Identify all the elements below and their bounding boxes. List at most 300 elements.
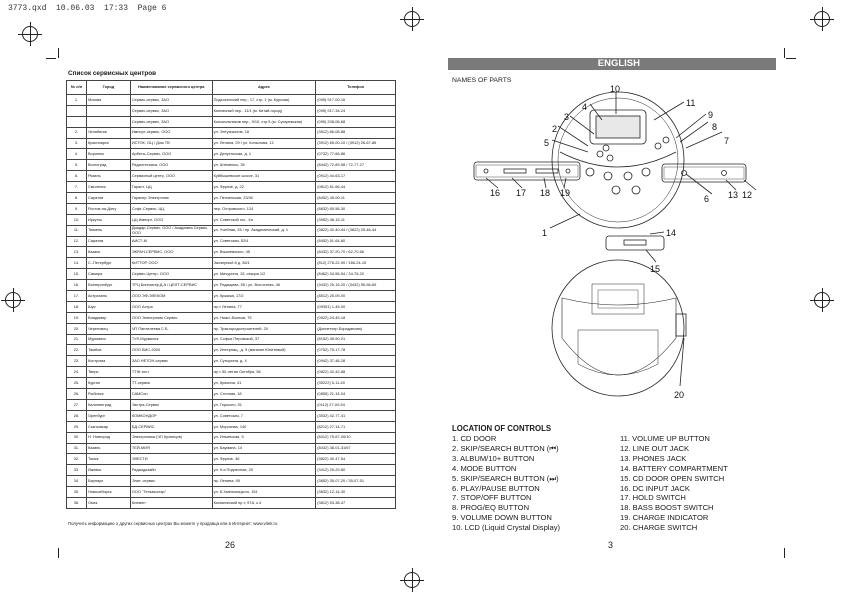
table-cell: ул. Ильинская, 5 bbox=[212, 432, 316, 443]
part-label-19: 19 bbox=[560, 188, 571, 198]
table-cell: (3822) 40-47-54 bbox=[316, 454, 396, 465]
table-cell: 13. bbox=[67, 247, 87, 258]
table-cell: Гаранер Электроник bbox=[130, 193, 212, 204]
table-cell: 32. bbox=[67, 454, 87, 465]
table-cell: ул. Кржижа, 17/2 bbox=[212, 291, 316, 302]
crop-mark bbox=[58, 48, 59, 58]
service-centers-table bbox=[66, 80, 396, 509]
table-cell: Сервис-сервис, ЗАО bbox=[130, 105, 212, 116]
player-bottom-view bbox=[552, 260, 684, 396]
table-cell: 18. bbox=[67, 301, 87, 312]
part-label-14: 14 bbox=[666, 228, 677, 238]
table-row bbox=[67, 236, 396, 247]
table-cell bbox=[86, 105, 130, 116]
table-row bbox=[67, 182, 396, 193]
table-cell: Воронеж bbox=[86, 149, 130, 160]
page-number-right: 3 bbox=[608, 540, 614, 550]
table-cell: Ижевск bbox=[86, 465, 130, 476]
table-row bbox=[67, 410, 396, 421]
table-cell: (8632) 65-56-30 bbox=[316, 203, 396, 214]
table-cell: Софт-Сервис, ЦЦ bbox=[130, 203, 212, 214]
side-panel-left bbox=[474, 162, 580, 180]
table-row bbox=[67, 171, 396, 182]
table-cell: (8462) 34-56-54 / 34-76-20 bbox=[316, 269, 396, 280]
table-cell: Экстра-Сервис bbox=[130, 399, 212, 410]
table-cell bbox=[67, 116, 87, 127]
table-cell: Екатеринбург bbox=[86, 280, 130, 291]
table-cell: 2. bbox=[67, 127, 87, 138]
table-cell: ул. Советская, 7 bbox=[212, 410, 316, 421]
table-cell: Мурманск bbox=[86, 334, 130, 345]
table-cell: 29. bbox=[67, 421, 87, 432]
table-cell: 25. bbox=[67, 378, 87, 389]
table-cell: 5. bbox=[67, 160, 87, 171]
table-row bbox=[67, 443, 396, 454]
crop-mark bbox=[786, 58, 796, 59]
names-of-parts-title: NAMES OF PARTS bbox=[452, 77, 512, 84]
table-row bbox=[67, 367, 396, 378]
table-cell: 33. bbox=[67, 465, 87, 476]
table-cell: 14. bbox=[67, 258, 87, 269]
table-cell: Челябинск bbox=[86, 127, 130, 138]
table-row bbox=[67, 160, 396, 171]
table-cell: САМСон bbox=[130, 389, 212, 400]
list-item: 8. PROG/EQ BUTTON bbox=[452, 503, 530, 513]
table-cell: Астрахань bbox=[86, 291, 130, 302]
column-header: Наименование сервисного центра bbox=[130, 81, 212, 95]
table-cell: Сервис-сервис, ЗАО bbox=[130, 116, 212, 127]
table-cell: ул. Морозова, 140 bbox=[212, 421, 316, 432]
table-cell: Сервисный центр, ООО bbox=[130, 171, 212, 182]
table-cell: ул. Софьи Перовской, 37 bbox=[212, 334, 316, 345]
table-row bbox=[67, 334, 396, 345]
part-label-4: 4 bbox=[582, 102, 588, 112]
registration-mark-top-center-icon bbox=[404, 11, 420, 27]
table-cell: (8442) 72-89-58 / 72-77-27 bbox=[316, 160, 396, 171]
table-cell: Саратов bbox=[86, 236, 130, 247]
table-cell: 21. bbox=[67, 334, 87, 345]
list-item: 4. MODE BUTTON bbox=[452, 463, 517, 473]
table-cell: ЗАО НЕТОН-сервис bbox=[130, 356, 212, 367]
table-cell: (3412) 25-29-80 bbox=[316, 465, 396, 476]
table-cell: Заозерный 8 д, 36/1 bbox=[212, 258, 316, 269]
table-row bbox=[67, 203, 396, 214]
column-header: Адрес bbox=[212, 81, 316, 95]
column-header: № п/п bbox=[67, 81, 87, 95]
part-label-7: 7 bbox=[724, 136, 730, 146]
table-cell: (Диспетчер Бораданова) bbox=[316, 323, 396, 334]
table-cell: КИТТОР, ООО bbox=[130, 258, 212, 269]
list-item: 13. PHONES JACK bbox=[620, 453, 687, 463]
table-cell: 26. bbox=[67, 389, 87, 400]
table-row bbox=[67, 312, 396, 323]
table-cell: 17. bbox=[67, 291, 87, 302]
table-row bbox=[67, 280, 396, 291]
table-cell: Череповец bbox=[86, 323, 130, 334]
table-cell: (3912) 65-00-10 / (3912) 26-67-86 bbox=[316, 138, 396, 149]
part-label-11: 11 bbox=[686, 98, 696, 108]
table-row bbox=[67, 356, 396, 367]
part-label-6: 6 bbox=[704, 194, 710, 204]
list-item: 18. BASS BOOST SWITCH bbox=[620, 503, 714, 513]
table-cell: 35. bbox=[67, 487, 87, 498]
table-cell: 3. bbox=[67, 138, 87, 149]
table-row bbox=[67, 193, 396, 204]
table-cell: Саратов bbox=[86, 193, 130, 204]
player-top-view bbox=[552, 92, 684, 228]
table-cell: 15. bbox=[67, 269, 87, 280]
table-cell: ТЕЙ-МИЯ bbox=[130, 443, 212, 454]
part-label-10: 10 bbox=[610, 84, 621, 94]
table-cell: Элит. сервис bbox=[130, 476, 212, 487]
table-cell: пр. Ленина, 95 bbox=[212, 476, 316, 487]
page-number-left: 26 bbox=[225, 540, 236, 550]
table-row bbox=[67, 214, 396, 225]
part-label-3: 3 bbox=[564, 112, 570, 122]
table-cell: С.-Петербург bbox=[86, 258, 130, 269]
table-cell: ул. Радищева, 55 / ул. Восточная, 46 bbox=[212, 280, 316, 291]
table-row bbox=[67, 291, 396, 302]
list-item: 2. SKIP/SEARCH BUTTON (⏮) bbox=[452, 443, 559, 453]
list-item: 14. BATTERY COMPARTMENT bbox=[620, 463, 728, 473]
registration-mark-middle-left-icon bbox=[5, 292, 21, 308]
table-cell: ООО "Тельмостар" bbox=[130, 487, 212, 498]
battery-compartment-strip bbox=[606, 236, 664, 250]
table-cell: 12. bbox=[67, 236, 87, 247]
part-label-12: 12 bbox=[742, 190, 753, 200]
table-cell: ООО Астра bbox=[130, 301, 212, 312]
language-header-bar: ENGLISH bbox=[448, 58, 776, 70]
table-cell: (812) 278-22-90 / 166-24-15 bbox=[316, 258, 396, 269]
table-cell: Подсосенский пер., 17, стр. 1 (м. Курская) bbox=[212, 95, 316, 106]
table-cell: (3822) 42-40-44 / (3822) 25-46-44 bbox=[316, 225, 396, 236]
table-row bbox=[67, 476, 396, 487]
table-cell: (8212) 27-14-71 bbox=[316, 421, 396, 432]
list-item: 19. CHARGE INDICATOR bbox=[620, 513, 709, 523]
table-cell: Гарант, ЦЦ bbox=[130, 182, 212, 193]
table-cell: ул. Ленина, 29 / ул. Копылова, 12 bbox=[212, 138, 316, 149]
table-cell: (0752) 75-17-78 bbox=[316, 345, 396, 356]
table-cell: ул. Мичурина, 15, секция 1/2 bbox=[212, 269, 316, 280]
table-cell: (8432) 37-20-70 / 62-70-66 bbox=[316, 247, 396, 258]
table-cell: 24. bbox=[67, 367, 87, 378]
table-cell: Импорт-сервис, ООО bbox=[130, 127, 212, 138]
table-cell: (0112) 27-00-54 bbox=[316, 399, 396, 410]
table-cell: КОМКОНДОР bbox=[130, 410, 212, 421]
table-cell: ул. Пензенская, 23/40 bbox=[212, 193, 316, 204]
column-header: Телефон bbox=[316, 81, 396, 95]
table-cell: 22. bbox=[67, 345, 87, 356]
part-label-5: 5 bbox=[544, 138, 550, 148]
cd-player-diagram bbox=[440, 82, 780, 412]
table-cell: (3532) 42-77-41 bbox=[316, 410, 396, 421]
table-cell: (0732) 77-66-86 bbox=[316, 149, 396, 160]
table-row bbox=[67, 389, 396, 400]
table-cell: БД-СЕРВИС bbox=[130, 421, 212, 432]
service-footer-note: Получить информацию о других сервисных центрах Вы можете у продавца или в Интернет: www.vitek.ru bbox=[68, 521, 278, 526]
table-cell: Куйбышевское шоссе, 31 bbox=[212, 171, 316, 182]
part-label-8: 8 bbox=[712, 122, 718, 132]
table-cell: ул. Вишневского, 45 bbox=[212, 247, 316, 258]
crop-mark bbox=[784, 48, 785, 58]
table-cell: Волгоград bbox=[86, 160, 130, 171]
table-cell: (8312) 75-67-00/10 bbox=[316, 432, 396, 443]
table-cell: (0822) 42-42-88 bbox=[316, 367, 396, 378]
table-cell: Казань bbox=[86, 247, 130, 258]
part-label-17: 17 bbox=[516, 188, 527, 198]
table-cell: Колпачный пер., 11/1 (м. Китай-город) bbox=[212, 105, 316, 116]
table-cell: ул. Красина, 41 bbox=[212, 378, 316, 389]
table-cell: (3952) 46-15-11 bbox=[316, 214, 396, 225]
part-label-1: 1 bbox=[542, 228, 548, 238]
table-cell: 1. bbox=[67, 95, 87, 106]
location-of-controls-title: LOCATION OF CONTROLS bbox=[452, 424, 552, 433]
table-row bbox=[67, 116, 396, 127]
table-cell: Электроника (ЧП Кузнецов) bbox=[130, 432, 212, 443]
table-cell: Иркутск bbox=[86, 214, 130, 225]
list-item: 16. DC INPUT JACK bbox=[620, 483, 690, 493]
table-cell: Томск bbox=[86, 454, 130, 465]
table-cell: ул. Энтузиастов, 16 bbox=[212, 127, 316, 138]
table-cell: ул. Баумана, 14 bbox=[212, 443, 316, 454]
list-item: 3. ALBUM/10+ BUTTON bbox=[452, 453, 535, 463]
table-cell: Красноярск bbox=[86, 138, 130, 149]
table-cell: (3512) 66-08-88 bbox=[316, 127, 396, 138]
table-cell: Шуя bbox=[86, 301, 130, 312]
table-cell: (8452) 45-00-11 bbox=[316, 193, 396, 204]
table-cell: (8512) 25-09-00 bbox=[316, 291, 396, 302]
table-cell: ТРЦ Бингоинф.Д.А / ЦЕЛТ-СЕРВИС bbox=[130, 280, 212, 291]
table-cell: пер. Островского, 124 bbox=[212, 203, 316, 214]
table-cell: ул. Учебная, 26 / пр. Академический, д. 1 bbox=[212, 225, 316, 236]
table-cell: 28. bbox=[67, 410, 87, 421]
table-cell: 10. bbox=[67, 214, 87, 225]
table-row bbox=[67, 95, 396, 106]
table-cell: (09351) 1-45-00 bbox=[316, 301, 396, 312]
table-cell: Диадар-Сервис, ООО / Академия-Сервис, ООО bbox=[130, 225, 212, 236]
table-cell: ТУЛ-Мурманск bbox=[130, 334, 212, 345]
table-cell: ООО Электроник Сервис bbox=[130, 312, 212, 323]
table-cell: Смоленск bbox=[86, 182, 130, 193]
table-cell: Барнаул bbox=[86, 476, 130, 487]
table-cell: (0855) 21-14-04 bbox=[316, 389, 396, 400]
table-cell: 20. bbox=[67, 323, 87, 334]
registration-mark-top-right-icon bbox=[814, 11, 830, 27]
list-item: 12. LINE OUT JACK bbox=[620, 443, 690, 453]
table-cell: 36. bbox=[67, 497, 87, 508]
table-cell: (3832) 12-14-30 bbox=[316, 487, 396, 498]
table-cell: 31. bbox=[67, 443, 87, 454]
table-row bbox=[67, 247, 396, 258]
table-row bbox=[67, 105, 396, 116]
table-cell: пр. Трактородостроителей, 20 bbox=[212, 323, 316, 334]
table-row bbox=[67, 269, 396, 280]
crop-mark bbox=[58, 548, 59, 558]
crop-mark bbox=[784, 548, 785, 558]
table-cell: ул. Фрунзе, д. 22 bbox=[212, 182, 316, 193]
table-cell: Ростов-на-Дону bbox=[86, 203, 130, 214]
table-cell: Тверь bbox=[86, 367, 130, 378]
table-cell: ЭКРАН-СЕРВИС, ООО bbox=[130, 247, 212, 258]
table-cell: 34. bbox=[67, 476, 87, 487]
table-row bbox=[67, 465, 396, 476]
table-row bbox=[67, 454, 396, 465]
table-cell: (095) 917-34-24 bbox=[316, 105, 396, 116]
table-cell: ул. Штеменко, 35 bbox=[212, 160, 316, 171]
list-item: 11. VOLUME UP BUTTON bbox=[620, 434, 710, 443]
registration-mark-bottom-center-icon bbox=[404, 572, 420, 588]
table-cell: 7. bbox=[67, 182, 87, 193]
table-cell: Новосибирск bbox=[86, 487, 130, 498]
table-row bbox=[67, 138, 396, 149]
part-label-13: 13 bbox=[728, 190, 739, 200]
table-cell: Арбеты-Сервис, ООО bbox=[130, 149, 212, 160]
table-cell: Космический пр-т, 97А, к.4 bbox=[212, 497, 316, 508]
table-cell: 9. bbox=[67, 203, 87, 214]
table-cell: ул. Степная, 18 bbox=[212, 389, 316, 400]
table-cell: ИСТОК, ОЦ / Дом ТВ bbox=[130, 138, 212, 149]
table-cell: Рыбинск bbox=[86, 389, 130, 400]
list-item: 1. CD DOOR bbox=[452, 434, 497, 443]
part-label-20: 20 bbox=[674, 390, 685, 400]
list-item: 10. LCD (Liquid Crystal Display) bbox=[452, 523, 561, 533]
table-cell: Сыктывкар bbox=[86, 421, 130, 432]
table-cell: (3432) 25-15-20 / (3432) 55-56-69 bbox=[316, 280, 396, 291]
controls-list-left bbox=[452, 434, 560, 533]
table-row bbox=[67, 378, 396, 389]
table-cell: 23. bbox=[67, 356, 87, 367]
table-cell: (3852) 35-07-20 / 35-07-51 bbox=[316, 476, 396, 487]
part-label-2: 2 bbox=[552, 124, 558, 134]
table-cell: Оренбург bbox=[86, 410, 130, 421]
table-cell: Омск bbox=[86, 497, 130, 508]
table-cell bbox=[67, 105, 87, 116]
table-cell: Рязань bbox=[86, 171, 130, 182]
table-cell: Колокольников пер., 9/10, стр.5 (м. Сухаревская) bbox=[212, 116, 316, 127]
table-cell: Казань bbox=[86, 443, 130, 454]
table-row bbox=[67, 149, 396, 160]
table-cell: (8432) 38-01-31/67 bbox=[316, 443, 396, 454]
table-row bbox=[67, 225, 396, 236]
crop-mark bbox=[46, 58, 56, 59]
table-cell: 4. bbox=[67, 149, 87, 160]
table-cell: ул. Сутырина, д. 4 bbox=[212, 356, 316, 367]
table-cell: Владимир bbox=[86, 312, 130, 323]
column-header: Город bbox=[86, 81, 130, 95]
table-cell: 27. bbox=[67, 399, 87, 410]
part-label-15: 15 bbox=[650, 264, 661, 274]
table-header-row bbox=[67, 81, 396, 95]
table-cell: (095) 208-06-68 bbox=[316, 116, 396, 127]
list-item: 17. HOLD SWITCH bbox=[620, 493, 686, 503]
table-row bbox=[67, 421, 396, 432]
table-body bbox=[67, 95, 396, 509]
table-cell: (095) 917-00-16 bbox=[316, 95, 396, 106]
list-item: 9. VOLUME DOWN BUTTON bbox=[452, 513, 552, 523]
table-cell: 19. bbox=[67, 312, 87, 323]
table-cell: ул. Депутатская, д. 1 bbox=[212, 149, 316, 160]
table-row bbox=[67, 301, 396, 312]
table-cell: Радиотехника, ООО bbox=[130, 160, 212, 171]
table-cell: Клемен bbox=[130, 497, 212, 508]
table-cell: Радиодизайн bbox=[130, 465, 212, 476]
table-cell: (35222) 5-11-40 bbox=[316, 378, 396, 389]
table-row bbox=[67, 487, 396, 498]
service-centers-title: Список сервисных центров bbox=[68, 70, 157, 77]
part-label-18: 18 bbox=[540, 188, 551, 198]
table-row bbox=[67, 399, 396, 410]
table-cell: ул. 9-я Подлесная, 29 bbox=[212, 465, 316, 476]
table-cell: Тамбов bbox=[86, 345, 130, 356]
table-cell: (0922) 24-49-18 bbox=[316, 312, 396, 323]
table-row bbox=[67, 258, 396, 269]
table-cell: Кострома bbox=[86, 356, 130, 367]
table-cell: ул. Советской гос., 4а bbox=[212, 214, 316, 225]
table-cell: 11. bbox=[67, 225, 87, 236]
table-cell: ЦЦ Импорт, ООО bbox=[130, 214, 212, 225]
table-cell: Тюмень bbox=[86, 225, 130, 236]
table-cell: (8152) 45-50-01 bbox=[316, 334, 396, 345]
controls-list-right bbox=[620, 434, 728, 533]
table-cell: ул. Б.Хмельницкого, 151 bbox=[212, 487, 316, 498]
registration-mark-middle-right-icon bbox=[814, 292, 830, 308]
list-item: 6. PLAY/PAUSE BUTTON bbox=[452, 483, 540, 493]
table-row bbox=[67, 127, 396, 138]
registration-mark-top-left-icon bbox=[22, 26, 38, 42]
table-cell: ул. Интернац., д. 5 (магазин Юпитевый) bbox=[212, 345, 316, 356]
table-cell: (3812) 53-38-47 bbox=[316, 497, 396, 508]
table-cell: ООО ЭФ-ЭЛЕКОМ bbox=[130, 291, 212, 302]
list-item: 15. CD DOOR OPEN SWITCH bbox=[620, 473, 725, 483]
table-cell bbox=[86, 116, 130, 127]
table-row bbox=[67, 345, 396, 356]
table-cell: ул. Советская, 52/4 bbox=[212, 236, 316, 247]
side-panel-right bbox=[662, 164, 746, 182]
part-label-9: 9 bbox=[708, 110, 714, 120]
table-cell: Калининград bbox=[86, 399, 130, 410]
print-slug: 3773.qxd 10.06.03 17:33 Page 6 bbox=[8, 4, 167, 13]
table-cell: (8452) 51-64-80 bbox=[316, 236, 396, 247]
table-cell: Москва bbox=[86, 95, 130, 106]
table-row bbox=[67, 323, 396, 334]
table-cell: пр-т Ленина, 77 bbox=[212, 301, 316, 312]
table-cell: Н. Новгород bbox=[86, 432, 130, 443]
table-cell: Самара bbox=[86, 269, 130, 280]
table-cell: ул. Горького, 51 bbox=[212, 399, 316, 410]
table-cell: ООО БИС-2000 bbox=[130, 345, 212, 356]
table-cell: 6. bbox=[67, 171, 87, 182]
table-cell: АИСТ-М bbox=[130, 236, 212, 247]
table-cell: 8. bbox=[67, 193, 87, 204]
list-item: 5. SKIP/SEARCH BUTTON (⏭) bbox=[452, 473, 559, 483]
table-cell: ул. Нижн.-Волхов, 75 bbox=[212, 312, 316, 323]
table-cell: (0942) 37-46-28 bbox=[316, 356, 396, 367]
table-cell: (0912) 44-63-17 bbox=[316, 171, 396, 182]
list-item: 7. STOP/OFF BUTTON bbox=[452, 493, 532, 503]
table-cell: Курган bbox=[86, 378, 130, 389]
table-cell: 30. bbox=[67, 432, 87, 443]
table-cell: ЧП Пантелеева С.Б. bbox=[130, 323, 212, 334]
table-cell: (0812) 61-66-44 bbox=[316, 182, 396, 193]
list-item: 20. CHARGE SWITCH bbox=[620, 523, 698, 533]
table-cell: Сервис-сервис, ЗАО bbox=[130, 95, 212, 106]
table-row bbox=[67, 432, 396, 443]
table-cell: ТТ-сервис bbox=[130, 378, 212, 389]
table-cell: Сервис-Центр, ООО bbox=[130, 269, 212, 280]
table-cell: пр-т 50-летия Октября, 56 bbox=[212, 367, 316, 378]
part-label-16: 16 bbox=[490, 188, 501, 198]
table-cell: ТТЖ-тест bbox=[130, 367, 212, 378]
